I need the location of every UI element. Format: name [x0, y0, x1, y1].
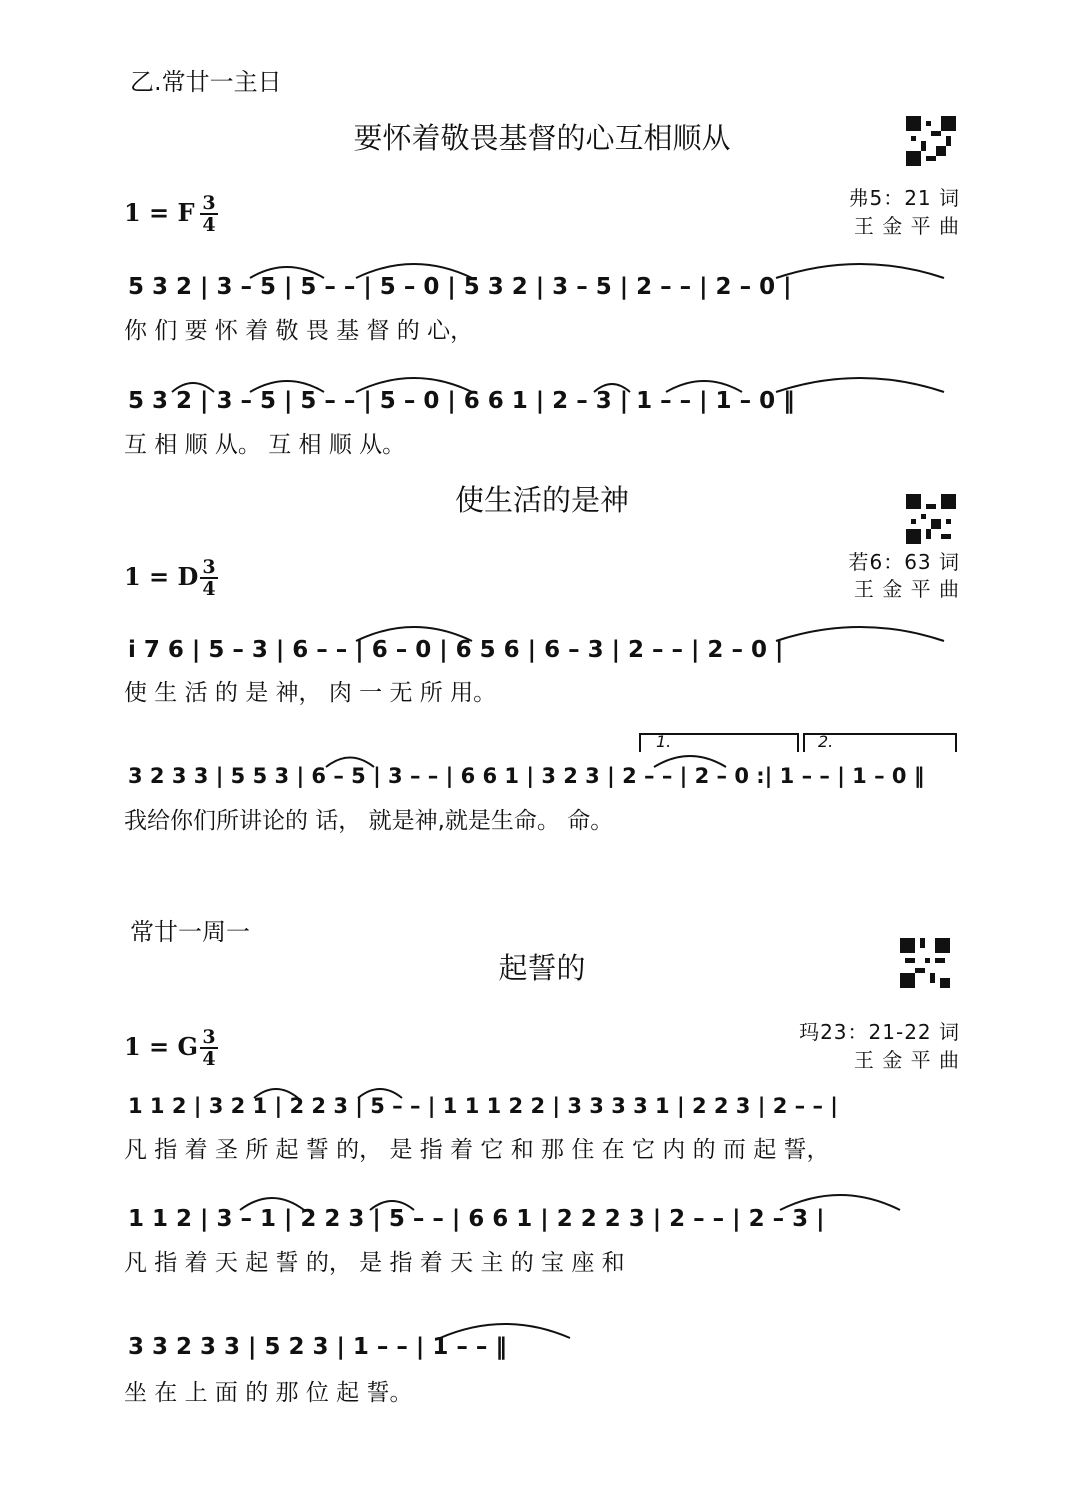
lyric-line: 我给你们所讲论的 话， 就是神,就是生命。 命。: [124, 808, 614, 834]
section-label: 常廿一周一: [130, 918, 250, 946]
time-signature: 3 4: [198, 558, 220, 598]
key-signature: 1 = F: [124, 198, 195, 227]
qr-code-icon: [906, 116, 956, 166]
notation-line: 5 3 2 | 3 – 5 | 5 – – | 5 – 0 | 5 3 2 | 3 – 5 | 2 – – | 2 – 0 |: [128, 274, 792, 300]
notation-line: 1 1 2 | 3 – 1 | 2 2 3 | 5 – – | 6 6 1 | 2 2 2 3 | 2 – – | 2 – 3 |: [128, 1206, 825, 1232]
key-signature: 1 = D: [124, 562, 199, 591]
section-label: 乙.常廿一主日: [130, 68, 282, 96]
notation-line: 3 2 3 3 | 5 5 3 | 6 – 5 | 3 – – | 6 6 1 | 3 2 3 | 2 – – | 2 – 0 :| 1 – – | 1 – 0 ‖: [128, 764, 925, 788]
notation-line: 5 3 2 | 3 – 5 | 5 – – | 5 – 0 | 6 6 1 | 2 – 3 | 1 – – | 1 – 0 ‖: [128, 388, 795, 414]
volta-label: 1.: [656, 732, 672, 751]
lyric-line: 互 相 顺 从。 互 相 顺 从。: [124, 432, 406, 458]
key-signature: 1 = G: [124, 1032, 199, 1061]
credit-music: 王 金 平 曲: [853, 577, 960, 601]
qr-code-icon: [900, 938, 950, 988]
notation-line: 3 3 2 3 3 | 5 2 3 | 1 – – | 1 – – ‖: [128, 1334, 507, 1360]
lyric-line: 使 生 活 的 是 神， 肉 一 无 所 用。: [124, 680, 497, 706]
song-title: 起誓的: [498, 951, 586, 985]
notation-line: 1 1 2 | 3 2 1 | 2 2 3 | 5 – – | 1 1 1 2 2 | 3 3 3 3 1 | 2 2 3 | 2 – – |: [128, 1094, 838, 1118]
credit-music: 王 金 平 曲: [853, 1048, 960, 1072]
song-title: 使生活的是神: [454, 483, 629, 517]
credit-music: 王 金 平 曲: [853, 214, 960, 238]
time-signature: 3 4: [198, 1028, 220, 1068]
credit-words: 玛23：21-22 词: [799, 1020, 960, 1044]
lyric-line: 坐 在 上 面 的 那 位 起 誓。: [124, 1380, 413, 1406]
song-title: 要怀着敬畏基督的心互相顺从: [353, 121, 731, 155]
qr-code-icon: [906, 494, 956, 544]
lyric-line: 你 们 要 怀 着 敬 畏 基 督 的 心，: [124, 318, 474, 344]
lyric-line: 凡 指 着 天 起 誓 的， 是 指 着 天 主 的 宝 座 和: [124, 1250, 625, 1276]
credit-words: 弗5：21 词: [848, 186, 960, 210]
credit-words: 若6：63 词: [848, 550, 960, 574]
notation-line: i 7 6 | 5 – 3 | 6 – – | 6 – 0 | 6 5 6 | 6 – 3 | 2 – – | 2 – 0 |: [128, 637, 784, 663]
volta-label: 2.: [818, 732, 834, 751]
lyric-line: 凡 指 着 圣 所 起 誓 的， 是 指 着 它 和 那 住 在 它 内 的 而 起 誓，: [124, 1137, 830, 1163]
time-signature: 3 4: [198, 194, 220, 234]
